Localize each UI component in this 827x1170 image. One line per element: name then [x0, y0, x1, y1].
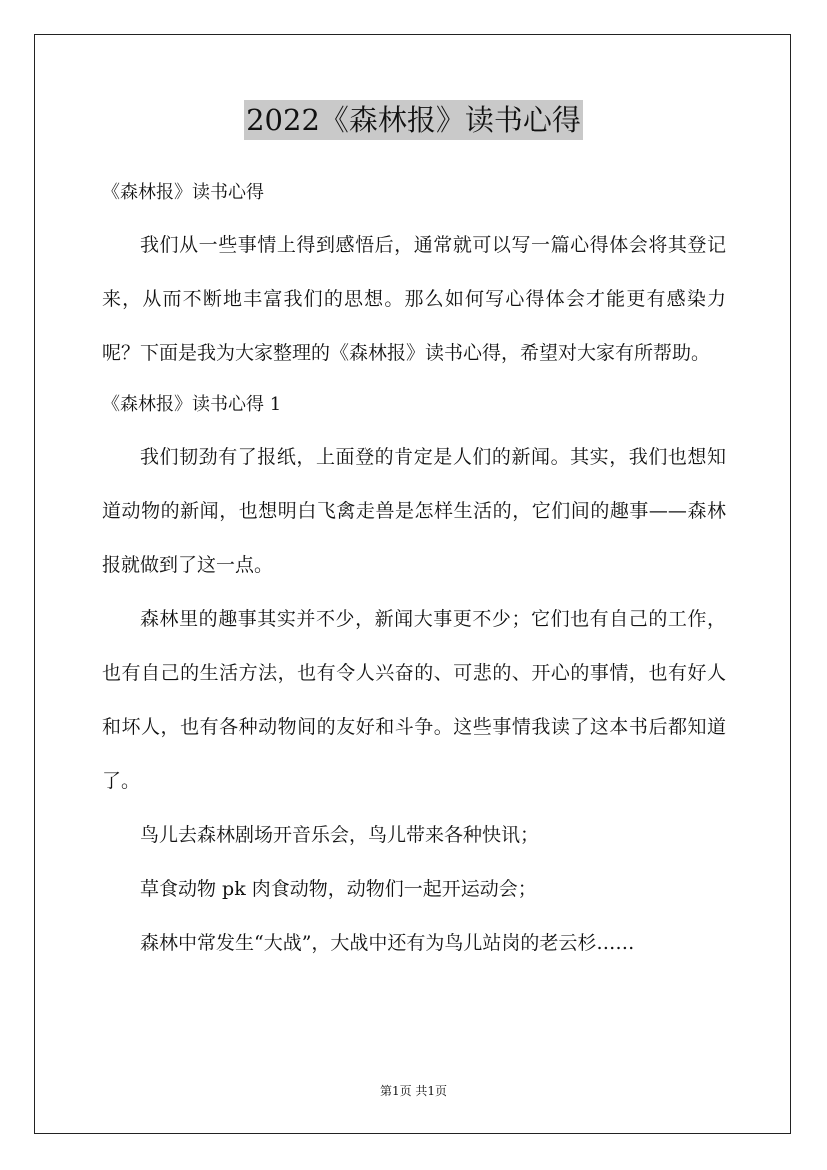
document-body: [102, 168, 726, 970]
section-heading-main: 《森林报》读书心得: [102, 182, 264, 203]
paragraph-3: 鸟儿去森林剧场开音乐会，鸟儿带来各种快讯；: [140, 824, 540, 846]
title-container: [0, 100, 827, 140]
paragraph-5: 森林中常发生“大战”，大战中还有为鸟儿站岗的老云杉……: [140, 932, 635, 954]
paragraph-2: 森林里的趣事其实并不少，新闻大事更不少；它们也有自己的工作，也有自己的生活方法，也有令人兴奋的、可悲的、开心的事情，也有好人和坏人，也有各种动物间的友好和斗争。这些事情我读了这本书后都知道了。: [102, 608, 726, 792]
document-title: 2022《森林报》读书心得: [244, 100, 583, 140]
page-number: 第1页 共1页: [379, 1084, 448, 1098]
intro-paragraph: 我们从一些事情上得到感悟后，通常就可以写一篇心得体会将其登记来，从而不断地丰富我们的思想。那么如何写心得体会才能更有感染力呢？下面是我为大家整理的《森林报》读书心得，希望对大家有所帮助。: [102, 234, 726, 364]
paragraph-4: 草食动物 pk 肉食动物，动物们一起开运动会；: [140, 878, 537, 900]
page-footer: [0, 1082, 827, 1100]
paragraph-1: 我们韧劲有了报纸，上面登的肯定是人们的新闻。其实，我们也想知道动物的新闻，也想明白飞禽走兽是怎样生活的，它们间的趣事——森林报就做到了这一点。: [102, 446, 726, 576]
section-heading-1: 《森林报》读书心得 1: [102, 394, 282, 415]
